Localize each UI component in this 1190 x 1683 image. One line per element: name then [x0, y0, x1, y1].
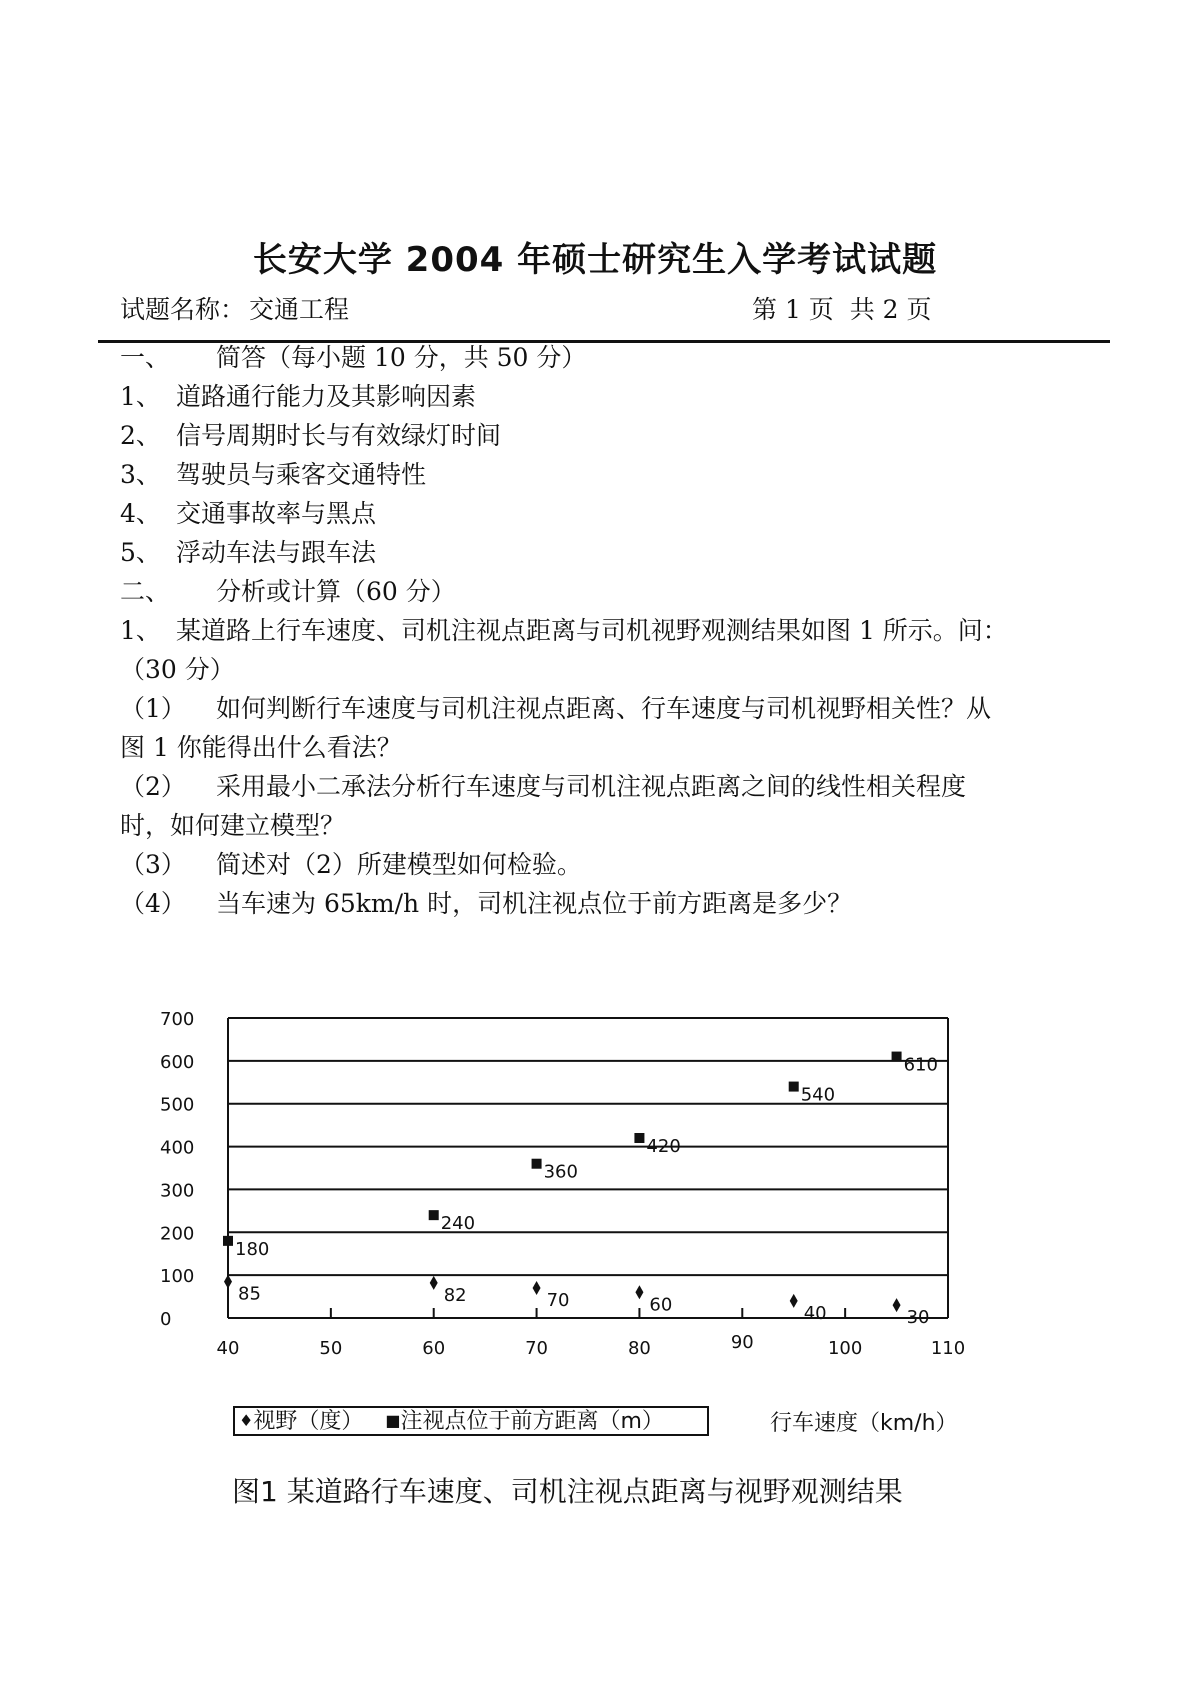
- subject-line: [120, 290, 349, 326]
- section-heading: [120, 576, 456, 608]
- y-tick-label: 500: [160, 1094, 195, 1116]
- x-tick-label: 90: [730, 1332, 754, 1353]
- vision-point-label: 70: [546, 1290, 570, 1311]
- subquestion-text: 当车速为 65km/h 时，司机注视点位于前方距离是多少？: [216, 889, 853, 918]
- x-tick-label: 100: [827, 1338, 863, 1359]
- legend-distance-label: 注视点位于前方距离（m）: [400, 1409, 664, 1434]
- distance-point-label: 360: [543, 1161, 578, 1183]
- subject-value: 交通工程: [249, 295, 350, 324]
- question-number: 2、: [120, 421, 161, 450]
- question-number: 1、: [120, 382, 161, 411]
- vision-point: [533, 1281, 541, 1295]
- distance-point: [429, 1210, 439, 1220]
- distance-point-label: 240: [440, 1213, 476, 1235]
- vision-point: [635, 1285, 643, 1299]
- distance-point: [892, 1052, 902, 1062]
- question-text: 浮动车法与跟车法: [176, 538, 377, 567]
- x-tick-label: 80: [627, 1338, 651, 1359]
- page-info: 第 1 页 共 2 页: [752, 295, 932, 324]
- question-item: [120, 420, 501, 452]
- y-tick-label: 200: [160, 1223, 195, 1245]
- vision-point: [430, 1276, 438, 1290]
- question-points: （30 分）: [120, 655, 235, 684]
- exam-title: 长安大学 2004 年硕士研究生入学考试试题: [252, 240, 938, 280]
- question-text: 驾驶员与乘客交通特性: [176, 460, 427, 489]
- subquestion-text: 采用最小二承法分析行车速度与司机注视点距离之间的线性相关程度: [216, 772, 967, 801]
- question-number: 1、: [120, 616, 161, 645]
- figure-caption: 图1 某道路行车速度、司机注视点距离与视野观测结果: [232, 1475, 903, 1508]
- distance-point: [789, 1082, 799, 1092]
- subject-label: 试题名称：: [120, 295, 246, 324]
- x-tick-label: 50: [319, 1338, 343, 1359]
- question-item: [120, 537, 376, 569]
- question-item: [120, 615, 1008, 647]
- x-tick-label: 40: [216, 1338, 240, 1359]
- section-number: 二、: [120, 577, 171, 606]
- legend-vision-label: 视野（度）: [253, 1409, 364, 1434]
- distance-point: [223, 1236, 233, 1246]
- y-tick-label: 700: [160, 1009, 195, 1030]
- vision-point: [790, 1294, 798, 1308]
- distance-point: [634, 1133, 644, 1143]
- question-number: 5、: [120, 538, 161, 567]
- distance-point: [532, 1159, 542, 1169]
- y-tick-label: 600: [160, 1051, 195, 1073]
- subquestion-continuation: 图 1 你能得出什么看法？: [120, 733, 402, 762]
- distance-point-label: 540: [800, 1084, 836, 1106]
- distance-point-label: 180: [235, 1238, 270, 1260]
- vision-point-label: 30: [906, 1307, 930, 1329]
- question-item: [120, 498, 376, 530]
- question-text: 交通事故率与黑点: [176, 499, 377, 528]
- section-title: 简答（每小题 10 分，共 50 分）: [216, 343, 587, 372]
- subquestion: [120, 849, 582, 881]
- y-tick-label: 100: [160, 1266, 195, 1288]
- question-text: 某道路上行车速度、司机注视点距离与司机视野观测结果如图 1 所示。问：: [176, 616, 1008, 645]
- axis-layer: [160, 1009, 965, 1359]
- subquestion-text: 如何判断行车速度与司机注视点距离、行车速度与司机视野相关性？从: [216, 694, 992, 723]
- x-axis-label: 行车速度（km/h）: [770, 1411, 958, 1436]
- distance-point-label: 420: [646, 1136, 681, 1157]
- x-tick-label: 70: [525, 1338, 549, 1359]
- vision-point: [224, 1275, 232, 1289]
- y-tick-label: 300: [160, 1180, 195, 1202]
- subquestion: [120, 771, 966, 803]
- y-tick-label: 400: [160, 1137, 195, 1159]
- section-heading: [120, 342, 586, 374]
- question-number: 4、: [120, 499, 161, 528]
- subquestion: [120, 888, 852, 920]
- vision-point-label: 40: [803, 1302, 827, 1324]
- square-marker-icon: ■: [385, 1411, 401, 1430]
- vision-point-label: 85: [238, 1283, 261, 1305]
- x-tick-label: 110: [930, 1338, 966, 1359]
- vision-point: [893, 1298, 901, 1312]
- subquestion-text: 简述对（2）所建模型如何检验。: [216, 850, 582, 879]
- section-number: 一、: [120, 343, 171, 372]
- subquestion-number: （4）: [120, 889, 186, 918]
- vision-point-label: 60: [649, 1294, 673, 1316]
- chart-legend: [233, 1406, 709, 1436]
- question-item: [120, 459, 426, 491]
- question-item: [120, 381, 476, 413]
- question-text: 信号周期时长与有效绿灯时间: [176, 421, 502, 450]
- grid-layer: [228, 1018, 948, 1275]
- marks-layer: [223, 1052, 938, 1329]
- distance-point-label: 610: [903, 1054, 938, 1076]
- subquestion-number: （1）: [120, 694, 186, 723]
- x-tick-label: 60: [422, 1338, 446, 1359]
- subquestion: [120, 693, 991, 725]
- subquestion-number: （2）: [120, 772, 186, 801]
- question-text: 道路通行能力及其影响因素: [176, 382, 477, 411]
- y-tick-label: 0: [160, 1309, 172, 1330]
- section-title: 分析或计算（60 分）: [216, 577, 456, 606]
- diamond-marker-icon: ♦: [239, 1411, 254, 1430]
- question-number: 3、: [120, 460, 161, 489]
- vision-point-label: 82: [443, 1284, 467, 1306]
- subquestion-number: （3）: [120, 850, 186, 879]
- subquestion-continuation: 时，如何建立模型？: [120, 811, 346, 840]
